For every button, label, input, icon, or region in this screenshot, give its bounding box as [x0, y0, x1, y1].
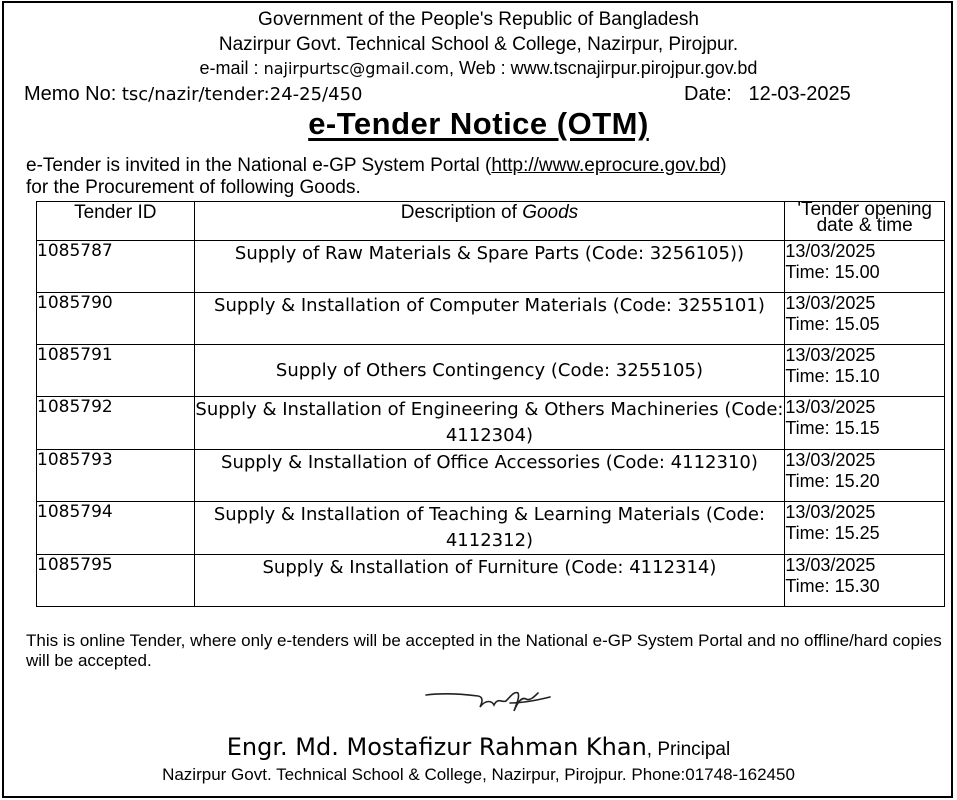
signatory-line	[0, 733, 957, 761]
opening-time: Time: 15.10	[785, 366, 880, 386]
tender-id-cell: 1085787	[37, 241, 195, 293]
table-row	[37, 502, 945, 555]
signature-image	[422, 679, 558, 719]
opening-date: 13/03/2025	[785, 502, 876, 522]
signatory-name: Engr. Md. Mostafizur Rahman Khan	[226, 733, 647, 761]
opening-time: Time: 15.30	[785, 576, 880, 596]
table-row	[37, 450, 945, 502]
opening-date: 13/03/2025	[785, 397, 876, 417]
opening-cell	[785, 293, 945, 345]
date-value: 12-03-2025	[748, 83, 851, 105]
opening-date: 13/03/2025	[785, 555, 876, 575]
description-cell: Supply of Raw Materials & Spare Parts (Code: 3256105))	[194, 241, 785, 293]
tender-table	[36, 201, 945, 607]
govt-heading: Government of the People's Republic of Bangladesh	[258, 9, 699, 30]
tender-id-cell: 1085795	[37, 555, 195, 607]
intro-paragraph	[26, 155, 946, 199]
table-row	[37, 241, 945, 293]
opening-cell	[785, 450, 945, 502]
tender-id-cell: 1085794	[37, 502, 195, 555]
opening-cell	[785, 502, 945, 555]
eprocure-link[interactable]: http://www.eprocure.gov.bd	[491, 155, 721, 176]
opening-cell	[785, 345, 945, 397]
tender-id-cell: 1085793	[37, 450, 195, 502]
footer-note: This is online Tender, where only e-tenders will be accepted in the National e-GP System Portal and no offline/hard copies will be accepted.	[26, 631, 942, 670]
opening-date: 13/03/2025	[785, 345, 876, 365]
memo-date	[684, 83, 851, 106]
notice-title	[0, 106, 957, 142]
date-label: Date:	[684, 83, 749, 105]
signatory-address: Nazirpur Govt. Technical School & College, Nazirpur, Pirojpur. Phone:01748-162450	[162, 765, 795, 784]
table-header-row	[37, 202, 945, 241]
intro-suffix: )	[720, 155, 727, 176]
opening-time: Time: 15.05	[785, 314, 880, 334]
opening-cell	[785, 241, 945, 293]
header-description-text: Description of	[400, 202, 523, 223]
opening-time: Time: 15.00	[785, 262, 880, 282]
opening-date: 13/03/2025	[785, 450, 876, 470]
opening-time: Time: 15.20	[785, 471, 880, 491]
table-row	[37, 397, 945, 450]
memo-number	[24, 83, 362, 106]
signatory-designation: , Principal	[646, 739, 731, 760]
description-cell: Supply & Installation of Teaching & Learning Materials (Code: 4112312)	[194, 502, 785, 555]
email-address: najirpurtsc@gmail.com	[263, 59, 449, 78]
notice-title-text: e-Tender Notice (OTM)	[308, 106, 649, 141]
description-cell: Supply of Others Contingency (Code: 3255105)	[194, 345, 785, 397]
tender-id-cell: 1085791	[37, 345, 195, 397]
email-label: e-mail :	[199, 58, 264, 78]
intro-prefix: e-Tender is invited in the National e-GP System Portal (	[26, 155, 492, 176]
description-cell: Supply & Installation of Furniture (Code: 4112314)	[194, 555, 785, 607]
tender-id-cell: 1085792	[37, 397, 195, 450]
description-cell: Supply & Installation of Engineering & Others Machineries (Code: 4112304)	[194, 397, 785, 450]
memo-label: Memo No:	[24, 83, 122, 105]
description-cell: Supply & Installation of Office Accessories (Code: 4112310)	[194, 450, 785, 502]
header-description-goods: Goods	[522, 202, 579, 223]
description-cell: Supply & Installation of Computer Materials (Code: 3255101)	[194, 293, 785, 345]
header-tender-id: Tender ID	[37, 202, 195, 241]
header-opening-date: 'Tender opening date & time	[785, 202, 945, 241]
opening-date: 13/03/2025	[785, 241, 876, 261]
opening-cell	[785, 397, 945, 450]
header-description	[194, 202, 785, 241]
memo-value: tsc/nazir/tender:24-25/450	[121, 84, 363, 105]
contact-line	[0, 58, 957, 79]
table-row	[37, 293, 945, 345]
web-address: www.tscnajirpur.pirojpur.gov.bd	[510, 58, 758, 78]
intro-line2: for the Procurement of following Goods.	[26, 177, 361, 198]
web-label: , Web :	[448, 58, 511, 78]
table-row	[37, 555, 945, 607]
tender-id-cell: 1085790	[37, 293, 195, 345]
opening-date: 13/03/2025	[785, 293, 876, 313]
opening-time: Time: 15.15	[785, 418, 880, 438]
opening-time: Time: 15.25	[785, 523, 880, 543]
opening-cell	[785, 555, 945, 607]
institution-name: Nazirpur Govt. Technical School & College, Nazirpur, Pirojpur.	[218, 34, 739, 55]
table-row	[37, 345, 945, 397]
